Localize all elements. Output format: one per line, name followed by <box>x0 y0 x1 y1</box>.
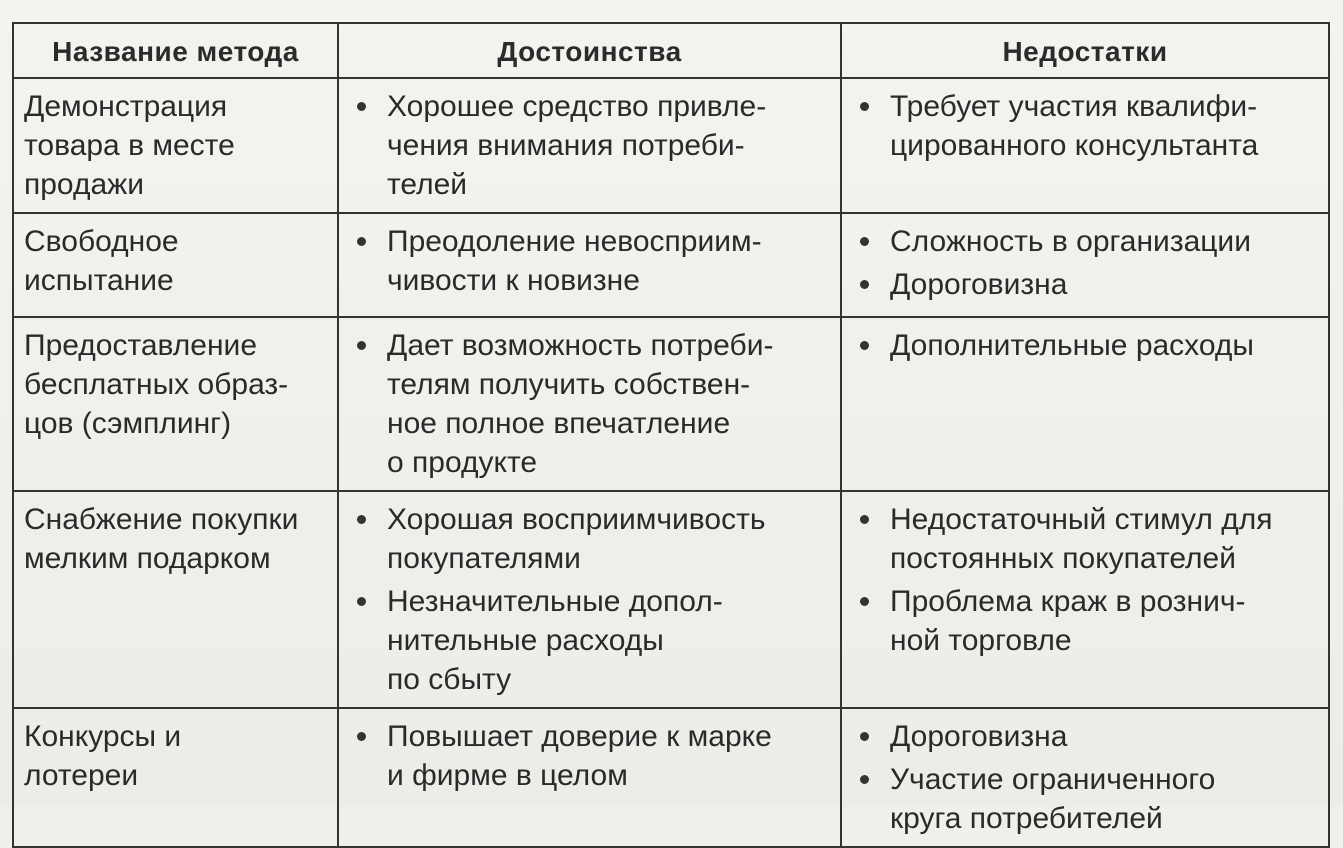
bullet-icon <box>357 341 366 350</box>
text-line: Требует участия квалифи- <box>890 90 1258 123</box>
bullet-icon <box>860 237 869 246</box>
table-row <box>13 491 1329 708</box>
list-item <box>854 717 1318 756</box>
table-row <box>13 317 1329 491</box>
text-line: Незначительные допол- <box>387 585 723 618</box>
text-line: продажи <box>24 168 144 201</box>
text-line: о продукте <box>387 446 538 479</box>
advantages-cell <box>338 78 841 213</box>
advantages-cell <box>338 213 841 317</box>
method-name-cell <box>13 708 338 847</box>
text-line: цов (сэмплинг) <box>24 407 232 440</box>
bullet-icon <box>357 597 366 606</box>
header-row <box>13 23 1329 78</box>
list-item <box>854 87 1318 165</box>
text-line: круга потребителей <box>890 802 1163 835</box>
bullet-icon <box>860 341 869 350</box>
disadvantages-cell <box>841 317 1329 491</box>
advantages-cell <box>338 491 841 708</box>
list-item <box>351 326 830 482</box>
text-line: испытание <box>24 264 174 297</box>
text-line: телям получить собствен- <box>387 368 751 401</box>
text-line: Преодоление невосприим- <box>387 225 762 258</box>
text-line: мелким подарком <box>24 542 271 575</box>
disadvantages-cell <box>841 78 1329 213</box>
text-line: Повышает доверие к марке <box>387 720 772 753</box>
text-line: чивости к новизне <box>387 264 640 297</box>
text-line: Сложность в организации <box>890 225 1251 258</box>
method-name-cell <box>13 78 338 213</box>
list-item <box>854 582 1318 660</box>
bullet-icon <box>860 597 869 606</box>
bullet-icon <box>860 775 869 784</box>
list-item <box>854 760 1318 838</box>
text-line: Снабжение покупки <box>24 503 299 536</box>
text-line: Недостаточный стимул для <box>890 503 1273 536</box>
disadvantages-cell <box>841 213 1329 317</box>
table-row <box>13 78 1329 213</box>
bullet-icon <box>860 280 869 289</box>
bullet-icon <box>860 102 869 111</box>
disadvantages-cell <box>841 708 1329 847</box>
text-line: бесплатных образ- <box>24 368 289 401</box>
text-line: и фирме в целом <box>387 759 628 792</box>
text-line: телей <box>387 168 468 201</box>
advantages-cell <box>338 317 841 491</box>
list-item <box>854 222 1318 261</box>
text-line: Проблема краж в рознич- <box>890 585 1246 618</box>
text-line: ной торговле <box>890 624 1072 657</box>
text-line: Демонстрация <box>24 90 228 123</box>
list-item <box>854 265 1318 304</box>
text-line: Участие ограниченного <box>890 763 1216 796</box>
bullet-icon <box>860 732 869 741</box>
list-item <box>854 500 1318 578</box>
list-item <box>351 222 830 300</box>
bullet-icon <box>357 237 366 246</box>
method-name-cell <box>13 213 338 317</box>
method-name-cell <box>13 317 338 491</box>
list-item <box>351 500 830 578</box>
header-advantages: Достоинства <box>338 23 841 78</box>
advantages-cell <box>338 708 841 847</box>
bullet-icon <box>357 102 366 111</box>
disadvantages-cell <box>841 491 1329 708</box>
text-line: по сбыту <box>387 663 512 696</box>
table-row <box>13 708 1329 847</box>
text-line: Дополнительные расходы <box>890 329 1254 362</box>
list-item <box>854 326 1318 365</box>
text-line: цированного консультанта <box>890 129 1259 162</box>
text-line: лотереи <box>24 759 139 792</box>
method-name-cell <box>13 491 338 708</box>
header-disadvantages: Недостатки <box>841 23 1329 78</box>
sales-promotion-methods-table <box>12 22 1330 848</box>
text-line: Дороговизна <box>890 720 1068 753</box>
text-line: Конкурсы и <box>24 720 182 753</box>
text-line: Дороговизна <box>890 268 1068 301</box>
bullet-icon <box>357 732 366 741</box>
list-item <box>351 717 830 795</box>
text-line: Хорошая восприимчивость <box>387 503 766 536</box>
text-line: Дает возможность потреби- <box>387 329 774 362</box>
text-line: Хорошее средство привле- <box>387 90 767 123</box>
text-line: товара в месте <box>24 129 235 162</box>
bullet-icon <box>357 515 366 524</box>
list-item <box>351 87 830 204</box>
text-line: нительные расходы <box>387 624 664 657</box>
text-line: чения внимания потреби- <box>387 129 745 162</box>
header-method-name: Название метода <box>13 23 338 78</box>
table-row <box>13 213 1329 317</box>
list-item <box>351 582 830 699</box>
text-line: ное полное впечатление <box>387 407 731 440</box>
text-line: покупателями <box>387 542 581 575</box>
text-line: Предоставление <box>24 329 257 362</box>
bullet-icon <box>860 515 869 524</box>
text-line: Свободное <box>24 225 179 258</box>
text-line: постоянных покупателей <box>890 542 1236 575</box>
